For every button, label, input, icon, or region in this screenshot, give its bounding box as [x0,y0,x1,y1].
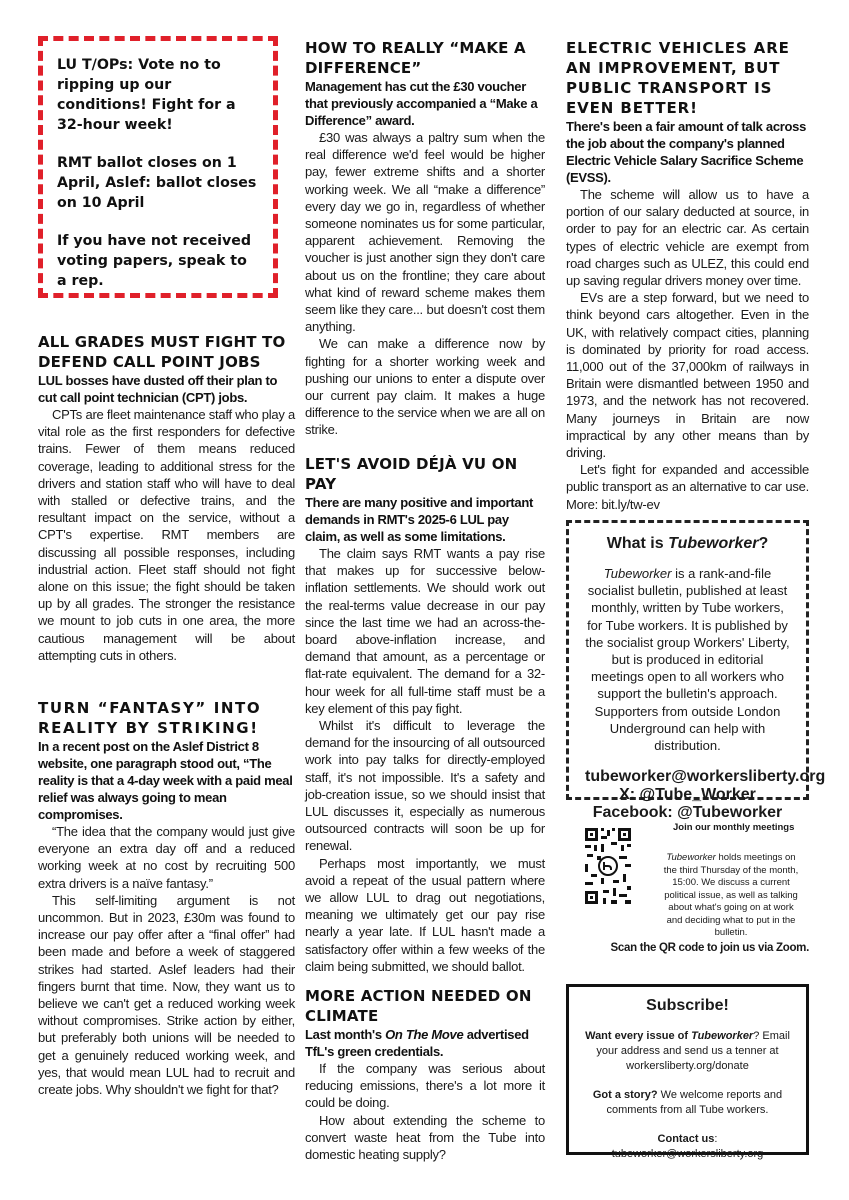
x-handle-link[interactable]: X: @Tube_Worker [619,786,756,804]
subscribe-text-3: Contact us: tubeworker@workersliberty.org [611,1133,764,1160]
article-lead: Management has cut the £30 voucher that previously accompanied a “Make a Difference” award. [305,79,538,128]
callout-line-2: RMT ballot closes on 1 April, Aslef: ballot closes on 10 April [57,155,257,211]
article-title: TURN “FANTASY” INTO REALITY BY STRIKING! [38,699,262,737]
subscribe-text-2: Got a story? We welcome reports and comments from all Tube workers. [592,1089,783,1116]
article-lead: In a recent post on the Aslef District 8 website, one paragraph stood out, “The reality is that a 4-day week with a paid meal relief was always going to mean compromises. [38,739,293,822]
article-title: LET'S AVOID DÉJÀ VU ON PAY [305,455,518,493]
what-is-body: Tubeworker is a rank-and-file socialist bulletin, published at least monthly, written by Tube workers, for Tube workers. It is published by the socialist group Workers' Liberty, but is produced in editorial meetings open to all workers who support the bulletin's approach. Supporters from outside London Underground can help with distribution. [585,566,790,754]
facebook-link[interactable]: Facebook: @Tubeworker [592,804,783,822]
article-deja-vu [305,454,545,975]
what-is-title: What is Tubeworker? [606,535,769,552]
what-is-tubeworker-box [566,520,826,822]
article-title: ELECTRIC VEHICLES ARE AN IMPROVEMENT, BUT PUBLIC TRANSPORT IS EVEN BETTER! [566,39,790,117]
article-paragraph: EVs are a step forward, but we need to think beyond cars altogether. Even in the UK, with relatively compact cities, planning is dominated by priority for road access. 11,000 out of the 37,000km of railways in Britain were dismantled between 1950 and 1973, and the network has not recovered. Many journeys in Britain are now impractical by any other means than by driving. [566,290,809,461]
qr-code-icon[interactable] [585,828,631,904]
article-title: MORE ACTION NEEDED ON CLIMATE [305,987,532,1025]
article-paragraph: The scheme will allow us to have a portion of our salary deducted at source, in order to pay for an electric car. As certain types of electric vehicle are exempt from road charges such as ULEZ, this could end up saving regular drivers money over time. [566,187,809,289]
subscribe-text-1: Want every issue of Tubeworker? Email your address and send us a tenner at workersliberty.org/donate [585,1030,790,1072]
article-lead: Last month's On The Move advertised TfL's green credentials. [305,1027,529,1059]
article-paragraph: CPTs are fleet maintenance staff who play a vital role as the first responders for defective trains. Fewer of them means reduced coverage, leading to additional stress for the drivers and station staff who will have to deal with stalled or defective trains, and the resultant impact on the service, without a CPT's expertise. RMT members are discussing all possible responses, including industrial action. Fleet staff should not fight alone on this issue; the fight should be taken up by all grades. The stronger the resistance we mount to job cuts in one area, the more cautious management will be about attempting cuts in others. [38,407,295,663]
callout-box [38,36,278,298]
article-lead: LUL bosses have dusted off their plan to cut call point technician (CPT) jobs. [38,373,278,405]
meetings-block [565,812,809,974]
callout-line-1: LU T/OPs: Vote no to ripping up our conditions! Fight for a 32-hour week! [57,57,236,133]
article-paragraph: We can make a difference now by fighting for a shorter working week and pushing our unions to enter a dispute over our current pay claim. It makes a huge difference to the service when we are all on strike. [305,336,545,438]
article-paragraph: If the company was serious about reducing emissions, there's a lot more it could be doing. [305,1061,545,1111]
email-link[interactable]: tubeworker@workersliberty.org [585,768,826,786]
article-title: ALL GRADES MUST FIGHT TO DEFEND CALL POINT JOBS [38,333,286,371]
article-paragraph: Let's fight for expanded and accessible public transport as an alternative to car use. More: bit.ly/tw-ev [566,462,809,512]
article-difference [305,38,545,439]
article-fantasy [38,698,295,1098]
article-paragraph: £30 was always a paltry sum when the real difference we'd feel would be higher pay, fewer extreme shifts and a shorter working week. We all “make a difference” every day we go in, regardless of whether someone nominates us for some particular, apparent achievement. Removing the voucher is just another sign they don't care about us on the frontline; they care about what kind of reward scheme makes them seem like they care... but doesn't cost them anything. [305,130,545,335]
callout-line-3: If you have not received voting papers, speak to a rep. [57,233,252,289]
article-paragraph: “The idea that the company would just give everyone an extra day off and a reduced working week at no cost by recruiting 500 extra drivers is a naïve fantasy.” [38,824,295,891]
meetings-body: Tubeworker holds meetings on the third Thursday of the month, 15:00. We discuss a current political issue, as well as talking about what's going on at work and deciding what to put in the bulletin. [663,852,799,938]
article-paragraph: How about extending the scheme to convert waste heat from the Tube into domestic heating supply? [305,1112,545,1163]
subscribe-box [566,984,809,1160]
subscribe-title: Subscribe! [646,997,729,1014]
article-paragraph: Perhaps most importantly, we must avoid a repeat of the usual pattern where we allow LUL to drag out negotiations, meaning we ultimately get our pay rise nearly a year late. If LUL hasn't made a satisfactory offer within a few weeks of the claim being submitted, we should ballot. [305,855,545,974]
article-paragraph: This self-limiting argument is not uncommon. But in 2023, £30m was found to increase our pay offer after a “final offer” had been made and before a week of staggered strikes had started. Aslef leaders had their fingers burnt that time. Now, they want us to believe we can't get a reduced working week without compromises. Strike action by either, but preferably both unions will be needed to get a genuinely reduced working week, and yes, that would mean LUL had to recruit and create jobs. Why shouldn't we fight for that? [38,892,295,1098]
article-lead: There are many positive and important demands in RMT's 2025-6 LUL pay claim, as well as some limitations. [305,495,534,544]
article-ev [566,38,809,513]
article-lead: There's been a fair amount of talk across the job about the company's planned Electric Vehicle Salary Sacrifice Scheme (EVSS). [566,119,807,185]
meetings-title: Join our monthly meetings [673,822,795,833]
article-title: HOW TO REALLY “MAKE A DIFFERENCE” [305,39,526,77]
article-call-point [38,332,295,664]
article-climate [305,986,545,1163]
article-paragraph: Whilst it's difficult to leverage the demand for the insourcing of all outsourced work into pay talks for directly-employed staff, it's not impossible. It's a safety and job-creation issue, so we should insist that LUL discusses it, especially as numerous outsourced contracts will soon be up for renewal. [305,718,545,854]
meetings-cta: Scan the QR code to join us via Zoom. [610,942,809,954]
article-paragraph: The claim says RMT wants a pay rise that makes up for successive below-inflation settlements. We should work out the real-terms value decrease in our pay since the last time we had an across-the-board above-inflation increase, and demand that amount, as a percentage or flat-rate equivalent. The demand for a 32-hour week for all full-time staff must be a key element of this pay fight. [305,546,545,716]
